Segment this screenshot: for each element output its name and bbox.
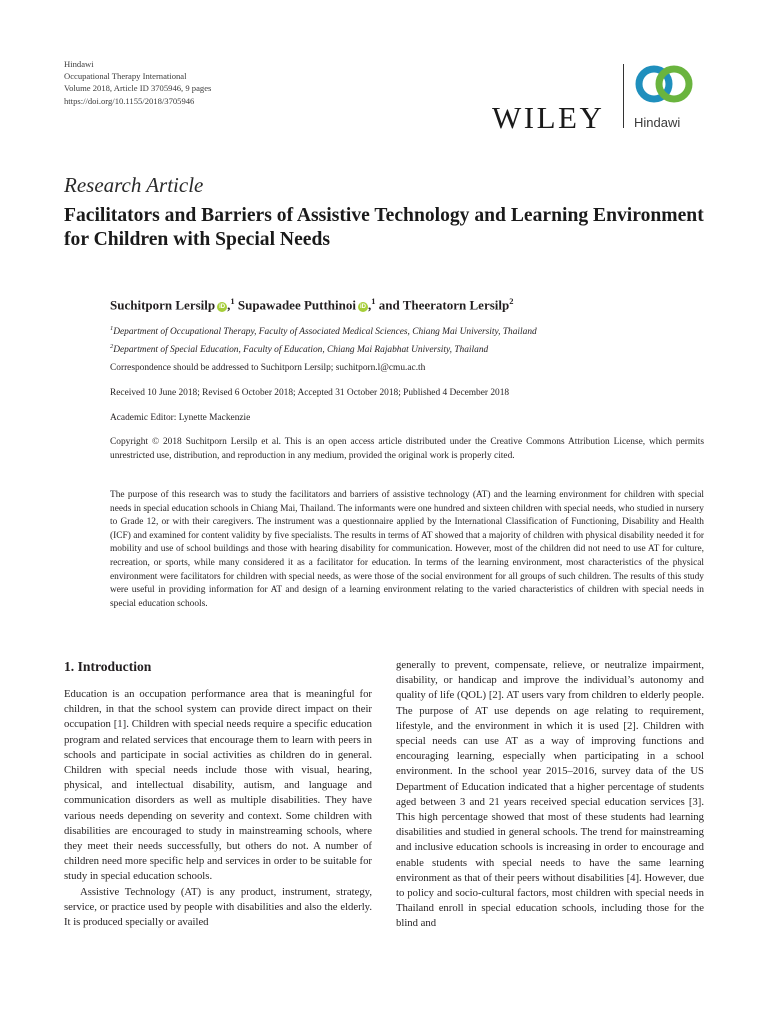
academic-editor: Academic Editor: Lynette Mackenzie bbox=[110, 413, 251, 423]
section-heading: 1. Introduction bbox=[64, 659, 152, 674]
body-column-left bbox=[64, 687, 372, 930]
abstract: The purpose of this research was to study the facilitators and barriers of assistive technology (AT) and the learning environment for children with special needs in special education schools in Chiang Mai, Thailand. The informants were one hundred and sixteen children with special needs, who studied in nursery to Grade 12, or with their caregivers. The instrument was a questionnaire applied by the International Classification of Functioning, Disability and Health (ICF) and examined for content validity by five specialists. The results in terms of AT showed that a majority of children with physical disability needed it for mobility and use of school buildings and those with hearing disability for communication. However, most of the children did not need to use AT for culture, recreation, or sports, while many considered it as a facilitator for education. In terms of the learning environment, most characteristics of the physical environment were facilitators for children with special needs, as were those of the social environment for all groups of such children. The results of this study were useful in providing information for AT and design of a learning environment relating to the varied characteristics of children with special needs in special education schools. bbox=[110, 490, 704, 609]
affiliations bbox=[110, 322, 710, 357]
article-type: Research Article bbox=[64, 173, 204, 197]
journal-name: Occupational Therapy International bbox=[64, 71, 187, 82]
author-affiliation-mark: 1 bbox=[371, 296, 376, 306]
correspondence: Correspondence should be addressed to Suchitporn Lersilp; suchitporn.l@cmu.ac.th bbox=[110, 363, 426, 373]
author-name[interactable]: Supawadee Putthinoi bbox=[237, 297, 356, 313]
paragraph: Assistive Technology (AT) is any product, instrument, strategy, service, or practice used by people with disabilities and also the elderly. It is produced specially or availed bbox=[64, 885, 372, 929]
doi-link[interactable]: https://doi.org/10.1155/2018/3705946 bbox=[64, 95, 195, 106]
affiliation: $^2$Department of Special Education, Faculty of Education, Chiang Mai Rajabhat University, Thailand bbox=[110, 342, 489, 355]
author-affiliation-mark: 2 bbox=[509, 296, 514, 306]
logo-divider bbox=[623, 64, 624, 128]
article-title: Facilitators and Barriers of Assistive Technology and Learning Environment for Children with Special Needs bbox=[64, 205, 704, 250]
affiliation: $^1$Department of Occupational Therapy, Faculty of Associated Medical Sciences, Chiang Mai University, Thailand bbox=[110, 325, 537, 338]
copyright-notice: Copyright © 2018 Suchitporn Lersilp et al. This is an open access article distributed under the Creative Commons Attribution License, which permits unrestricted use, distribution, and reproduction in any medium, provided the original work is properly cited. bbox=[110, 437, 704, 461]
body-column-right bbox=[396, 658, 704, 932]
journal-meta bbox=[64, 58, 324, 107]
paragraph: generally to prevent, compensate, relieve, or neutralize impairment, disability, or handicap and improve the individual’s autonomy and quality of life (QOL) [2]. AT users vary from children to elderly people. The purpose of AT use depends on age relating to requirement, lifestyle, and the environment in which it is used [2]. Children with special needs can use AT as a way of improving functions and encouraging learning, especially when participating in a school environment. In the school year 2015–2016, survey data of the US Department of Education indicated that a higher percentage of students aged between 3 and 21 years received special education services [3]. This high percentage showed that most of these students had learning disabilities and studied in general schools. The trend for mainstreaming and inclusive education schools is increasing in order to encourage and enable students with special needs to have the same learning environment as that of their peers without disabilities [4]. However, due to policy and socio-cultural factors, most children with special needs in Thailand enroll in special education schools, including those for the blind and bbox=[396, 659, 704, 930]
orcid-icon[interactable]: iD bbox=[219, 304, 226, 311]
author-name[interactable]: Suchitporn Lersilp bbox=[110, 297, 216, 313]
author-affiliation-mark: 1 bbox=[230, 296, 235, 306]
volume-line: Volume 2018, Article ID 3705946, 9 pages bbox=[64, 83, 212, 94]
hindawi-logo-text: Hindawi bbox=[634, 115, 681, 130]
orcid-icon[interactable]: iD bbox=[359, 304, 366, 311]
author-name[interactable]: Theeratorn Lersilp bbox=[402, 297, 510, 313]
paragraph: Education is an occupation performance area that is meaningful for children, in that the school system can provide direct impact on their occupation [1]. Children with special needs require a specific education program and related services that encourage them to learn with peers in schools and participate in social activities as children do in general. Children with special needs include those with visual, hearing, physical, and intellectual disability, autism, and language and communication disorders as well as multiple disabilities. They have various needs depending on severity and context. Some children with disabilities are encouraged to study in mainstreaming schools, where they meet their needs successfully, but others do not. A number of children need more specific help and services in order to be suitable for study in special education schools. bbox=[64, 688, 372, 883]
publication-dates: Received 10 June 2018; Revised 6 October 2018; Accepted 31 October 2018; Published 4 December 2018 bbox=[110, 388, 510, 398]
author-list: Suchitporn Lersilp iD ,$^1$ Supawadee Putthinoi iD ,$^1$ and Theeratorn Lersilp$^2$ bbox=[110, 296, 514, 313]
hindawi-logo-icon bbox=[632, 62, 696, 106]
wiley-logo: WILEY bbox=[492, 100, 605, 135]
publisher-name: Hindawi bbox=[64, 59, 94, 69]
